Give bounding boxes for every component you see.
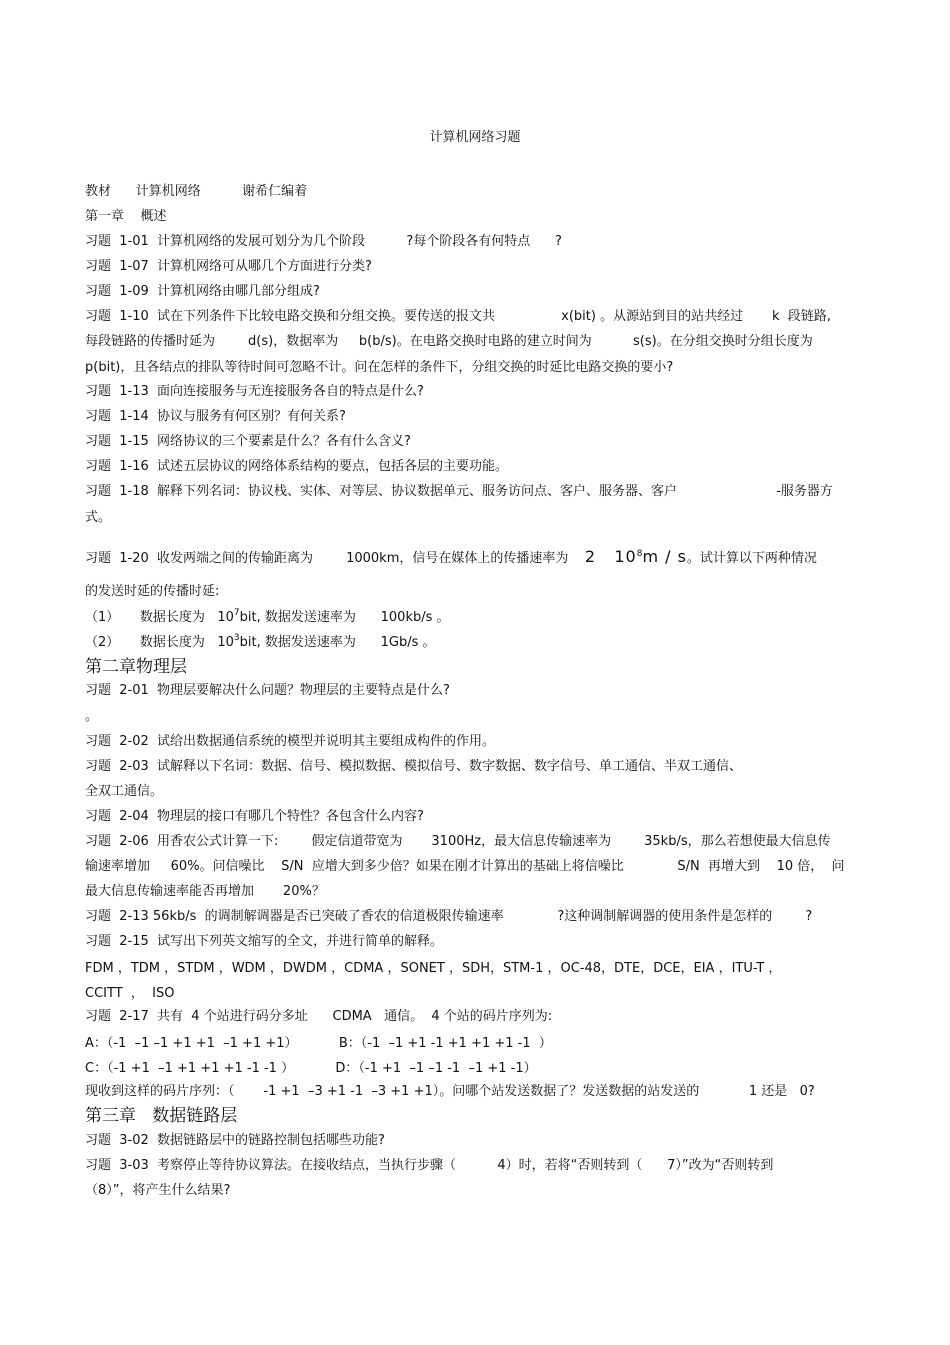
chip-sequences-cd: C：（-1 +1 –1 +1 +1 +1 -1 -1 ） D：（-1 +1 –1 –1 -1 –1 +1 -1） (85, 1061, 537, 1076)
exercise-2-03-line1: 习题 2-03 试解释以下名词：数据、信号、模拟数据、模拟信号、数字数据、数字信号、单工通信、半双工通信、 (85, 759, 743, 774)
case2-exponent: 3 (233, 633, 240, 643)
exercise-1-09: 习题 1-09 计算机网络由哪几部分组成? (85, 284, 320, 299)
exercise-3-03-line1: 习题 3-03 考察停止等待协议算法。在接收结点，当执行步骤（ 4）时，若将“否则转到（ 7）”改为“否则转到 (85, 1158, 774, 1173)
propagation-speed-unit: m / s (642, 547, 687, 566)
chapter-1-heading: 第一章 概述 (85, 209, 167, 224)
case2-text: （2） 数据长度为 10 (85, 635, 234, 650)
exercise-2-06-line2: 输速率增加 60%。问信噪比 S/N 应增大到多少倍？如果在刚才计算出的基础上将信噪比 S/N 再增大到 10 倍， 问 (85, 859, 845, 874)
exercise-2-04: 习题 2-04 物理层的接口有哪几个特性？各包含什么内容? (85, 809, 424, 824)
exercise-2-01: 习题 2-01 物理层要解决什么问题？物理层的主要特点是什么? (85, 683, 450, 698)
exercise-1-10-line2: 每段链路的传播时延为 d(s)，数据率为 b(b/s)。在电路交换时电路的建立时间为 s(s)。在分组交换时分组长度为 (85, 334, 813, 349)
exercise-1-16: 习题 1-16 试述五层协议的网络体系结构的要点，包括各层的主要功能。 (85, 459, 509, 474)
exercise-1-20-text: 习题 1-20 收发两端之间的传输距离为 1000km，信号在媒体上的传播速率为 (85, 551, 585, 566)
exercise-1-15: 习题 1-15 网络协议的三个要素是什么？各有什么含义? (85, 434, 411, 449)
exercise-1-20-case1 (85, 610, 450, 626)
received-sequence: 现收到这样的码片序列：（ -1 +1 –3 +1 -1 –3 +1 +1）。问哪个站发送数据了？发送数据的站发送的 1 还是 0? (85, 1084, 815, 1099)
chapter-2-heading: 第二章物理层 (85, 657, 187, 677)
page-title: 计算机网络习题 (429, 130, 521, 145)
exercise-1-13: 习题 1-13 面向连接服务与无连接服务各自的特点是什么? (85, 384, 424, 399)
exercise-1-14: 习题 1-14 协议与服务有何区别？有何关系? (85, 409, 346, 424)
chapter-3-heading: 第三章 数据链路层 (85, 1106, 238, 1126)
exercise-3-02: 习题 3-02 数据链路层中的链路控制包括哪些功能? (85, 1133, 385, 1148)
abbreviations-line1: FDM ，TDM ，STDM ，WDM ，DWDM ，CDMA ，SONET ，SDH，STM-1 ，OC-48，DTE，DCE，EIA ，ITU-T ， (85, 961, 782, 976)
exercise-2-06-line1: 习题 2-06 用香农公式计算一下: 假定信道带宽为 3100Hz，最大信息传输速率为 35kb/s，那么若想使最大信息传 (85, 834, 831, 849)
exercise-1-10-line3: p(bit)，且各结点的排队等待时间可忽略不计。问在怎样的条件下，分组交换的时延比电路交换的要小? (85, 360, 674, 375)
abbreviations-line2: CCITT ， ISO (85, 986, 175, 1001)
case2-text-end: bit, 数据发送速率为 1Gb/s 。 (239, 635, 436, 650)
exercise-1-20-text-end: 。试计算以下两种情况 (686, 551, 817, 566)
exercise-1-01: 习题 1-01 计算机网络的发展可划分为几个阶段 ?每个阶段各有何特点 ? (85, 234, 562, 249)
exercise-1-20-case2 (85, 635, 436, 651)
exercise-1-20-line1 (85, 549, 817, 567)
exercise-1-20-line2: 的发送时延的传播时延: (85, 584, 220, 599)
case1-text-end: bit, 数据发送速率为 100kb/s 。 (239, 610, 450, 625)
exercise-1-07: 习题 1-07 计算机网络可从哪几个方面进行分类? (85, 259, 372, 274)
exercise-1-18-line1: 习题 1-18 解释下列名词：协议栈、实体、对等层、协议数据单元、服务访问点、客户、服务器、客户 -服务器方 (85, 484, 833, 499)
propagation-speed-value: 2 10 (584, 547, 637, 566)
exercise-1-10-line1: 习题 1-10 试在下列条件下比较电路交换和分组交换。要传送的报文共 x(bit) 。从源站到目的站共经过 k 段链路, (85, 309, 831, 324)
exercise-2-02: 习题 2-02 试给出数据通信系统的模型并说明其主要组成构件的作用。 (85, 734, 496, 749)
textbook-line: 教材 计算机网络 谢希仁编着 (85, 184, 308, 199)
exercise-3-03-line2: （8）”，将产生什么结果? (85, 1183, 231, 1198)
exercise-2-06-line3: 最大信息传输速率能否再增加 20%？ (85, 884, 325, 899)
exercise-2-13: 习题 2-13 56kb/s 的调制解调器是否已突破了香农的信道极限传输速率 ?这种调制解调器的使用条件是怎样的 ? (85, 909, 813, 924)
exercise-2-03-line2: 全双工通信。 (85, 784, 164, 799)
exercise-1-18-line2: 式。 (85, 510, 112, 525)
exercise-2-01-dot: 。 (85, 709, 99, 724)
chip-sequences-ab: A：（-1 –1 –1 +1 +1 –1 +1 +1） B：（-1 –1 +1 -1 +1 +1 +1 -1 ） (85, 1036, 552, 1051)
propagation-speed-exponent: 8 (636, 549, 643, 559)
case1-text: （1） 数据长度为 10 (85, 610, 234, 625)
exercise-2-15: 习题 2-15 试写出下列英文缩写的全文，并进行简单的解释。 (85, 934, 444, 949)
exercise-2-17: 习题 2-17 共有 4 个站进行码分多址 CDMA 通信。 4 个站的码片序列为: (85, 1009, 553, 1024)
case1-exponent: 7 (233, 608, 240, 618)
